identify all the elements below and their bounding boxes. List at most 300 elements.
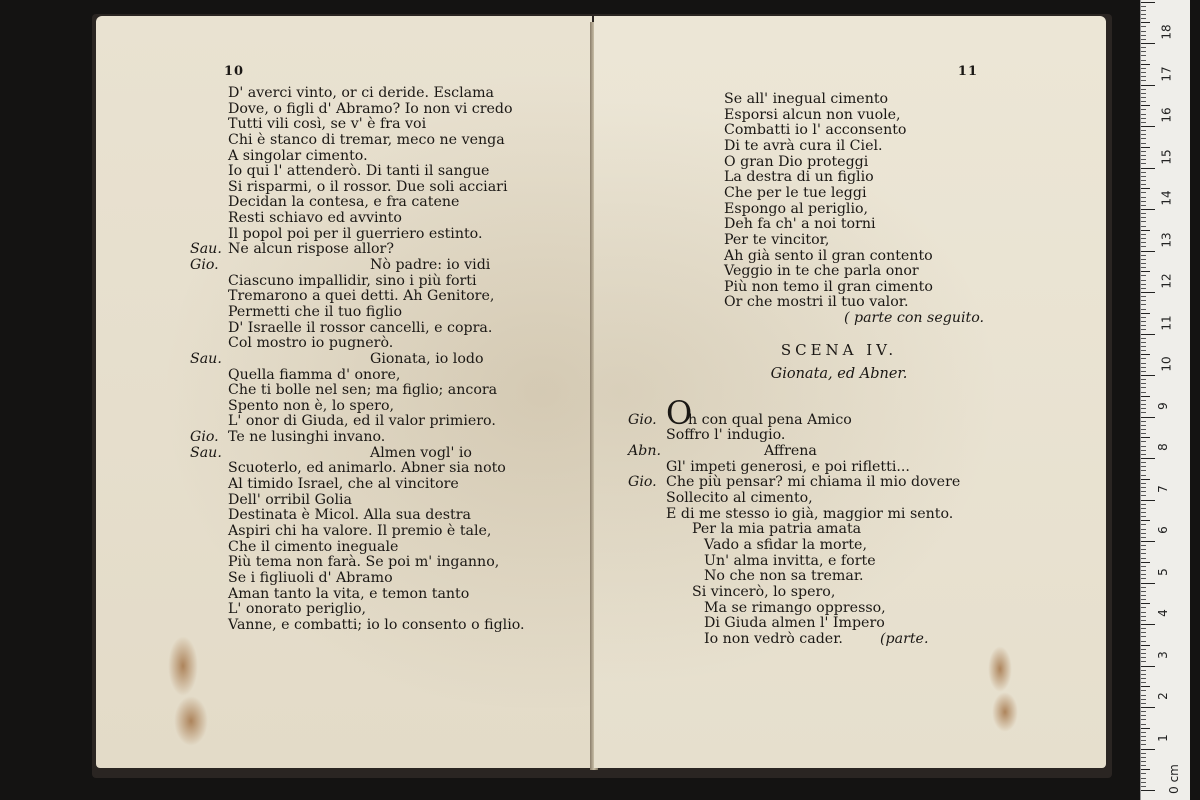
text-line — [216, 133, 576, 149]
ruler-tick — [1141, 238, 1146, 239]
verse-text: Veggio in te che parla onor — [724, 263, 919, 280]
ruler-tick — [1141, 155, 1146, 156]
verse-text: Or che mostri il tuo valor. — [724, 294, 909, 311]
ruler-tick — [1141, 404, 1146, 405]
ruler-tick — [1141, 85, 1155, 86]
ruler-tick — [1141, 690, 1146, 691]
verse-text: Te ne lusinghi invano. — [228, 429, 386, 446]
verse-text: D' Israelle il rossor cancelli, e copra. — [228, 319, 493, 336]
ruler-tick — [1141, 711, 1146, 712]
ruler-tick — [1141, 246, 1146, 247]
ruler-tick — [1141, 143, 1146, 144]
text-line — [216, 102, 576, 118]
ruler-tick — [1141, 296, 1146, 297]
text-line — [216, 180, 576, 196]
text-line — [216, 86, 576, 102]
ruler-tick — [1141, 300, 1146, 301]
text-line — [628, 474, 1094, 491]
ruler-tick — [1141, 765, 1146, 766]
ruler-tick — [1141, 641, 1146, 642]
speaker-label: Sau. — [190, 241, 222, 258]
ruler-number: 18 — [1159, 24, 1174, 40]
ruler-tick — [1141, 89, 1146, 90]
verse-text: Che più pensar? mi chiama il mio dovere — [666, 474, 961, 491]
verse-text: Spento non è, lo spero, — [228, 397, 395, 414]
text-line — [674, 155, 1094, 171]
verse-text: D' averci vinto, or ci deride. Esclama — [228, 85, 494, 101]
text-line — [674, 538, 1094, 554]
ruler-tick — [1141, 512, 1146, 513]
verse-text: O gran Dio proteggi — [724, 153, 869, 170]
verse-text: Permetti che il tuo figlio — [228, 303, 403, 320]
ruler-tick — [1141, 292, 1155, 293]
ruler-tick — [1141, 429, 1146, 430]
ruler-tick — [1141, 68, 1146, 69]
verse-text: Quella fiamma d' onore, — [228, 366, 401, 383]
ruler-number: 0 cm — [1166, 764, 1181, 794]
verse-text: Si vincerò, lo spero, — [692, 583, 836, 600]
text-line — [674, 217, 1094, 233]
speaker-label: Abn. — [628, 443, 661, 460]
verse-text: Se i figliuoli d' Abramo — [228, 569, 393, 586]
ruler-tick — [1141, 533, 1146, 534]
text-line — [216, 477, 576, 493]
text-line — [216, 227, 576, 243]
text-line — [674, 170, 1094, 186]
ruler-tick — [1141, 284, 1146, 285]
text-line — [674, 280, 1094, 296]
ruler-tick — [1141, 495, 1146, 496]
ruler-tick — [1141, 134, 1146, 135]
verse-text: Vado a sfidar la morte, — [704, 536, 867, 553]
ruler-tick — [1141, 325, 1146, 326]
stain — [174, 696, 208, 746]
verse-text: No che non sa tremar. — [704, 568, 864, 585]
ruler-tick — [1141, 400, 1146, 401]
ruler-tick — [1141, 595, 1146, 596]
verse-text: Ciascuno impallidir, sino i più forti — [228, 272, 477, 289]
ruler-tick — [1141, 51, 1146, 52]
text-line — [674, 108, 1094, 124]
verse-text: La destra di un figlio — [724, 169, 874, 186]
ruler-number: 3 — [1155, 650, 1170, 659]
text-line — [674, 264, 1094, 280]
ruler-tick — [1141, 632, 1146, 633]
verse-text: Per la mia patria amata — [692, 521, 862, 538]
text-line — [216, 164, 576, 180]
ruler-tick — [1141, 26, 1146, 27]
text-line — [216, 274, 576, 290]
ruler-tick — [1141, 201, 1146, 202]
text-line — [216, 195, 576, 211]
verse-text: Vanne, e combatti; io lo consento o figlio. — [228, 616, 525, 633]
verse-text: E di me stesso io già, maggior mi sento. — [666, 505, 954, 522]
ruler-tick — [1141, 159, 1146, 160]
verse-text: Almen vogl' io — [370, 444, 472, 461]
verse-text: Affrena — [764, 443, 817, 460]
ruler-tick — [1141, 55, 1146, 56]
ruler-tick — [1141, 504, 1146, 505]
text-line — [674, 123, 1094, 139]
ruler-tick — [1141, 529, 1146, 530]
verse-text: Che per le tue leggi — [724, 184, 867, 201]
text-line — [666, 458, 1094, 476]
ruler-tick — [1141, 163, 1146, 164]
ruler-tick — [1141, 197, 1146, 198]
stain — [992, 692, 1018, 732]
ruler-tick — [1141, 226, 1146, 227]
verse-text: Soffro l' indugio. — [666, 427, 786, 444]
scene-characters: Gionata, ed Abner. — [770, 365, 908, 382]
text-line — [216, 336, 576, 352]
ruler-tick — [1141, 242, 1146, 243]
ruler-tick — [1141, 524, 1146, 525]
ruler-tick — [1141, 715, 1146, 716]
ruler-tick — [1141, 786, 1146, 787]
verse-text: Destinata è Micol. Alla sua destra — [228, 507, 471, 524]
ruler-tick — [1141, 699, 1146, 700]
verse-text: Un' alma invitta, e forte — [704, 552, 876, 569]
ruler-tick — [1141, 603, 1150, 604]
ruler-tick — [1141, 612, 1146, 613]
verse-text: Tutti vili così, se v' è fra voi — [228, 116, 427, 133]
text-line — [216, 508, 576, 524]
ruler-tick — [1141, 358, 1146, 359]
ruler-tick — [1141, 454, 1146, 455]
ruler-tick — [1141, 267, 1146, 268]
ruler-tick — [1141, 719, 1146, 720]
ruler-tick — [1141, 109, 1146, 110]
ruler-tick — [1141, 703, 1146, 704]
text-line — [216, 383, 576, 399]
ruler-tick — [1141, 14, 1146, 15]
ruler-tick — [1141, 209, 1155, 210]
ruler-tick — [1141, 304, 1146, 305]
ruler-tick — [1141, 591, 1146, 592]
ruler-tick — [1141, 458, 1155, 459]
text-line — [216, 571, 576, 587]
verse-text: Gl' impeti generosi, e poi rifletti... — [666, 458, 910, 475]
ruler-tick — [1141, 707, 1155, 708]
drop-capital: O — [666, 393, 693, 432]
ruler-tick — [1141, 583, 1155, 584]
text-line — [216, 414, 576, 430]
ruler-tick — [1141, 130, 1146, 131]
verse-text: Si risparmi, o il rossor. Due soli acciari — [228, 178, 508, 195]
ruler-tick — [1141, 396, 1150, 397]
ruler-tick — [1141, 151, 1146, 152]
ruler-number: 17 — [1159, 65, 1174, 82]
ruler-tick — [1141, 43, 1155, 44]
speaker-label: Sau. — [190, 350, 222, 367]
ruler-tick — [1141, 35, 1146, 36]
verse-text: Che il cimento ineguale — [228, 538, 399, 555]
ruler-tick — [1141, 487, 1146, 488]
ruler-tick — [1141, 375, 1155, 376]
ruler-tick — [1141, 31, 1146, 32]
ruler-tick — [1141, 782, 1146, 783]
ruler-number: 12 — [1159, 273, 1174, 289]
ruler-tick — [1141, 666, 1155, 667]
text-line — [216, 305, 576, 321]
speaker-label: Gio. — [628, 474, 657, 491]
speaker-label: Sau. — [190, 444, 222, 461]
ruler-tick — [1141, 553, 1146, 554]
text-line — [216, 602, 576, 618]
ruler-number: 1 — [1155, 733, 1170, 742]
ruler-tick — [1141, 425, 1146, 426]
ruler-tick — [1141, 350, 1146, 351]
ruler-tick — [1141, 22, 1150, 23]
text-line — [216, 368, 576, 384]
ruler-number: 15 — [1159, 148, 1174, 165]
measuring-ruler — [1140, 0, 1190, 800]
ruler-tick — [1141, 321, 1146, 322]
ruler-tick — [1141, 470, 1146, 471]
text-line — [674, 569, 1094, 585]
left-text-block — [190, 85, 576, 633]
ruler-tick — [1141, 441, 1146, 442]
verse-text: Scuoterlo, ed animarlo. Abner sia noto — [228, 460, 506, 477]
ruler-tick — [1141, 566, 1146, 567]
ruler-tick — [1141, 118, 1146, 119]
ruler-tick — [1141, 475, 1146, 476]
ruler-tick — [1141, 491, 1146, 492]
ruler-tick — [1141, 624, 1155, 625]
right-page — [594, 16, 1106, 768]
verse-text: Tremarono a quei detti. Ah Genitore, — [228, 288, 495, 305]
text-line — [190, 241, 576, 258]
ruler-tick — [1141, 462, 1146, 463]
ruler-tick — [1141, 188, 1150, 189]
ruler-tick — [1141, 192, 1146, 193]
ruler-tick — [1141, 508, 1146, 509]
ruler-tick — [1141, 309, 1146, 310]
verse-text: Se all' inegual cimento — [724, 91, 889, 107]
ruler-tick — [1141, 479, 1150, 480]
text-line — [190, 257, 576, 274]
ruler-tick — [1141, 578, 1146, 579]
exit-direction: (parte. — [880, 630, 929, 647]
ruler-tick — [1141, 147, 1150, 148]
ruler-tick — [1141, 562, 1150, 563]
ruler-tick — [1141, 379, 1146, 380]
ruler-tick — [1141, 450, 1146, 451]
text-line — [216, 289, 576, 305]
verse-text: Che ti bolle nel sen; ma figlio; ancora — [228, 382, 498, 399]
speaker-label: Gio. — [628, 411, 657, 428]
ruler-tick — [1141, 537, 1146, 538]
ruler-tick — [1141, 574, 1146, 575]
ruler-tick — [1141, 433, 1146, 434]
verse-text: Il popol poi per il guerriero estinto. — [228, 225, 483, 242]
text-line — [216, 399, 576, 415]
text-line — [216, 524, 576, 540]
verse-text: Io qui l' attenderò. Di tanti il sangue — [228, 163, 490, 180]
verse-text: Dove, o figli d' Abramo? Io non vi credo — [228, 100, 513, 117]
ruler-number: 6 — [1155, 526, 1170, 534]
ruler-number: 8 — [1155, 443, 1170, 451]
ruler-tick — [1141, 72, 1146, 73]
ruler-tick — [1141, 545, 1146, 546]
scene-title: SCENA IV. — [780, 340, 898, 359]
ruler-tick — [1141, 172, 1146, 173]
ruler-tick — [1141, 101, 1146, 102]
speaker-label: Gio. — [190, 257, 219, 274]
ruler-tick — [1141, 620, 1146, 621]
verse-text: Ma se rimango oppresso, — [704, 599, 886, 616]
ruler-tick — [1141, 354, 1150, 355]
ruler-tick — [1141, 114, 1146, 115]
ruler-tick — [1141, 736, 1146, 737]
ruler-tick — [1141, 728, 1150, 729]
ruler-tick — [1141, 93, 1146, 94]
ruler-tick — [1141, 60, 1146, 61]
verse-text: Ne alcun rispose allor? — [228, 241, 394, 258]
text-line — [216, 587, 576, 603]
verse-text: Resti schiavo ed avvinto — [228, 210, 402, 227]
stain — [168, 636, 198, 696]
ruler-tick — [1141, 76, 1146, 77]
text-line — [190, 444, 576, 462]
ruler-number: 9 — [1155, 401, 1170, 410]
ruler-tick — [1141, 122, 1146, 123]
text-line — [628, 443, 1094, 460]
ruler-tick — [1141, 616, 1146, 617]
verse-text: Decidan la contesa, e fra catene — [228, 194, 460, 211]
text-line — [216, 321, 576, 337]
text-line — [674, 295, 1094, 311]
ruler-tick — [1141, 334, 1155, 335]
ruler-tick — [1141, 607, 1146, 608]
text-line — [674, 554, 1094, 570]
page-number: 10 — [224, 64, 245, 79]
ruler-number: 14 — [1159, 190, 1174, 206]
ruler-tick — [1141, 657, 1146, 658]
ruler-tick — [1141, 636, 1146, 637]
verse-text: Deh fa ch' a noi torni — [724, 216, 876, 233]
ruler-tick — [1141, 168, 1155, 169]
stage-direction — [674, 311, 984, 327]
ruler-tick — [1141, 408, 1146, 409]
ruler-tick — [1141, 271, 1150, 272]
text-line — [216, 618, 576, 634]
text-line — [216, 461, 576, 477]
ruler-tick — [1141, 587, 1146, 588]
ruler-tick — [1141, 670, 1146, 671]
text-line — [666, 505, 1094, 523]
verse-text: Esporsi alcun non vuole, — [724, 106, 901, 123]
ruler-tick — [1141, 541, 1155, 542]
ruler-tick — [1141, 628, 1146, 629]
ruler-tick — [1141, 773, 1146, 774]
exit-direction: ( parte con seguito. — [843, 310, 984, 327]
text-line — [216, 555, 576, 571]
verse-text: h con qual pena Amico — [688, 411, 852, 428]
ruler-tick — [1141, 645, 1150, 646]
ruler-tick — [1141, 180, 1146, 181]
ruler-tick — [1141, 205, 1146, 206]
ruler-tick — [1141, 769, 1150, 770]
text-line — [674, 92, 1094, 108]
ruler-tick — [1141, 520, 1150, 521]
ruler-tick — [1141, 383, 1146, 384]
ruler-tick — [1141, 417, 1155, 418]
text-line — [216, 117, 576, 133]
ruler-tick — [1141, 367, 1146, 368]
verse-text: Al timido Israel, che al vincitore — [228, 476, 459, 493]
ruler-tick — [1141, 740, 1146, 741]
text-line — [216, 540, 576, 556]
text-line — [666, 427, 1094, 444]
verse-text: Io non vedrò cader. — [704, 630, 843, 647]
ruler-tick — [1141, 724, 1146, 725]
ruler-tick — [1141, 338, 1146, 339]
ruler-tick — [1141, 221, 1146, 222]
verse-text: Più non temo il gran cimento — [724, 278, 933, 295]
text-line — [674, 522, 1094, 538]
ruler-tick — [1141, 346, 1146, 347]
ruler-tick — [1141, 761, 1146, 762]
text-line — [674, 616, 1094, 632]
ruler-tick — [1141, 732, 1146, 733]
verse-text: Sollecito al cimento, — [666, 490, 813, 506]
ruler-tick — [1141, 255, 1146, 256]
verse-text: Gionata, io lodo — [370, 350, 484, 367]
ruler-number: 4 — [1155, 609, 1170, 617]
ruler-tick — [1141, 649, 1146, 650]
text-line — [216, 211, 576, 227]
ruler-tick — [1141, 678, 1146, 679]
page-number: 11 — [957, 64, 978, 79]
ruler-tick — [1141, 126, 1155, 127]
ruler-tick — [1141, 97, 1146, 98]
ruler-tick — [1141, 778, 1146, 779]
verse-text: Più tema non farà. Se poi m' inganno, — [228, 554, 500, 571]
ruler-tick — [1141, 176, 1146, 177]
ruler-tick — [1141, 516, 1146, 517]
ruler-tick — [1141, 138, 1146, 139]
verse-text: Aman tanto la vita, e temon tanto — [228, 585, 470, 602]
ruler-tick — [1141, 39, 1146, 40]
verse-text: Dell' orribil Golia — [228, 491, 352, 508]
ruler-number: 13 — [1159, 231, 1174, 248]
text-line — [190, 429, 576, 446]
ruler-tick — [1141, 329, 1146, 330]
ruler-tick — [1141, 10, 1146, 11]
ruler-tick — [1141, 280, 1146, 281]
text-line — [674, 249, 1094, 265]
ruler-tick — [1141, 695, 1146, 696]
verse-text: Di Giuda almen l' Impero — [704, 615, 885, 632]
verse-text: Di te avrà cura il Ciel. — [724, 137, 883, 154]
text-line — [674, 186, 1094, 202]
ruler-tick — [1141, 753, 1146, 754]
ruler-tick — [1141, 64, 1150, 65]
ruler-number: 10 — [1159, 356, 1174, 372]
ruler-tick — [1141, 790, 1155, 791]
text-line — [674, 202, 1094, 218]
ruler-tick — [1141, 2, 1155, 3]
ruler-tick — [1141, 213, 1146, 214]
ruler-tick — [1141, 251, 1155, 252]
ruler-tick — [1141, 371, 1146, 372]
ruler-tick — [1141, 6, 1146, 7]
ruler-tick — [1141, 275, 1146, 276]
ruler-tick — [1141, 558, 1146, 559]
text-line — [216, 493, 576, 509]
verse-text: Per te vincitor, — [724, 231, 830, 248]
